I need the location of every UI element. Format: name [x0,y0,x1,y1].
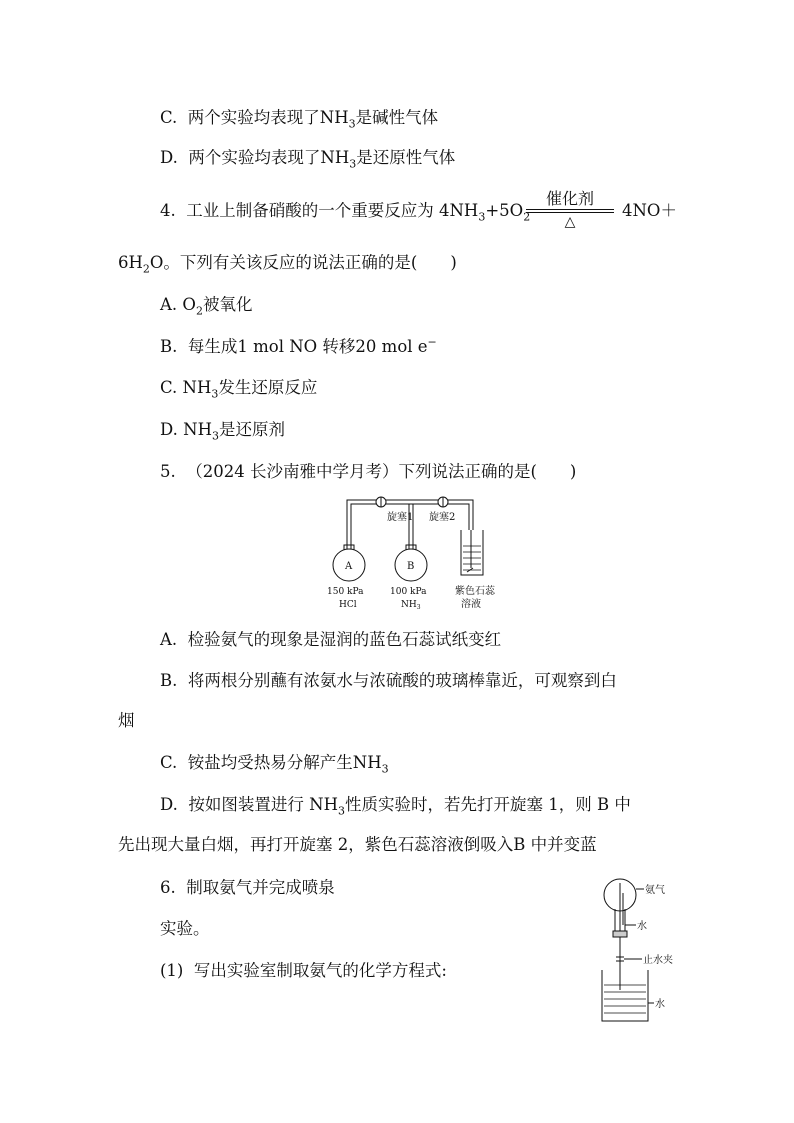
gas-label: 氨气 [645,885,665,896]
flask-b-gas: $NH_3$ [401,600,421,611]
reaction-condition [520,190,620,230]
q6-stem: 6. 制取氨气并完成喷泉 [160,878,335,897]
q4-stem-line2: $6H_2O$。下列有关该反应的说法正确的是( ) [118,253,457,276]
q5-option-b-line2: 烟 [118,711,135,730]
flask-a-gas: HCl [339,600,357,610]
q4-option-d: D. $NH_3$是还原剂 [160,420,285,443]
q3-option-c: C. 两个实验均表现了$NH_3$是碱性气体 [160,108,439,131]
q5-option-a: A. 检验氨气的现象是湿润的蓝色石蕊试纸变红 [160,630,502,649]
q5-stem: 5. （2024 长沙南雅中学月考）下列说法正确的是( ) [160,462,577,481]
valve2-label: 旋塞2 [429,512,456,523]
q5-option-d-line2: 先出现大量白烟，再打开旋塞 2，紫色石蕊溶液倒吸入B 中并变蓝 [118,835,597,854]
q4-equation-right: 4NO＋ [622,201,677,220]
q5-option-c: C. 铵盐均受热易分解产生$NH_3$ [160,753,389,776]
q5-apparatus-figure [315,490,515,615]
clamp-label: 止水夹 [643,955,673,966]
q5-option-d-line1: D. 按如图装置进行 $NH_3$性质实验时，若先打开旋塞 1，则 B 中 [160,795,631,818]
flask-b-label: B [407,561,415,572]
q4-option-a: A. $O_2$被氧化 [160,295,253,318]
beaker-label-1: 紫色石蕊 [455,586,495,597]
q6-stem-line2: 实验。 [160,919,210,938]
catalyst-label: 催化剂 [545,189,594,208]
q4-stem: 4. 工业上制备硝酸的一个重要反应为 $4NH_3+5O_2$ [160,201,531,224]
q6-subquestion-1: (1) 写出实验室制取氨气的化学方程式: [160,961,447,980]
beaker-label-2: 溶液 [461,599,481,610]
water-bottom-label: 水 [655,999,665,1010]
q6-fountain-figure [590,875,700,1025]
flask-b-pressure: 100 kPa [390,587,427,597]
heat-symbol: △ [564,214,576,230]
q4-option-c: C. $NH_3$发生还原反应 [160,378,318,401]
valve1-label: 旋塞1 [387,512,414,523]
q3-option-d: D. 两个实验均表现了$NH_3$是还原性气体 [160,148,456,171]
flask-a-pressure: 150 kPa [327,587,364,597]
q5-option-b-line1: B. 将两根分别蘸有浓氨水与浓硫酸的玻璃棒靠近，可观察到白 [160,671,617,690]
water-top-label: 水 [637,921,647,932]
equals-sign [526,209,614,213]
flask-a-label: A [345,561,353,572]
q4-option-b: B. 每生成1 mol NO 转移20 mol e− [160,335,437,356]
